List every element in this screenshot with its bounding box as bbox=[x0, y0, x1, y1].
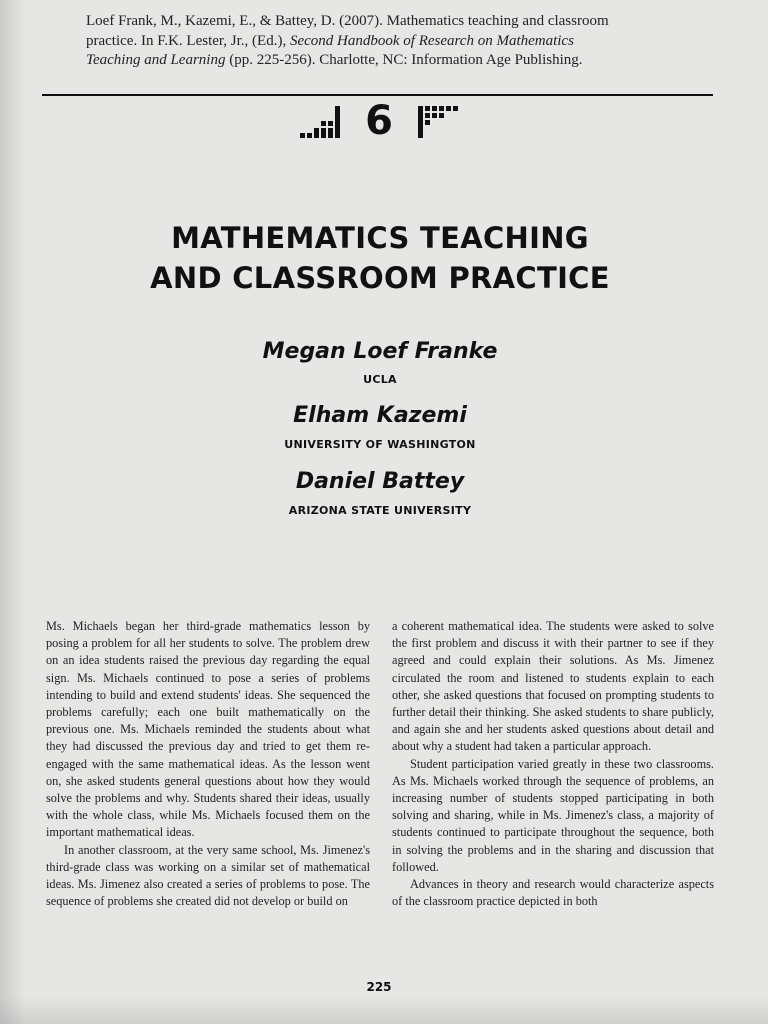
paragraph: Ms. Michaels began her third-grade mathematics lesson by posing a problem for all her students to solve. The problem drew on an idea students raised the previous day regarding the equal sign. Ms. Michaels continued to pose a series of problems intending to build and extend students' ideas. She sequenced the problems carefully; each one built mathematically on the previous one. Ms. Michaels reminded the students about what they had discussed the previous day and tried to get them re-engaged with the same mathematical ideas. As the lesson went on, she asked students general questions about how they would solve the problems and why. Students shared their ideas, usually with the whole class, while Ms. Michaels focused them on the important mathematical ideas. bbox=[46, 619, 370, 840]
chapter-number: 6 bbox=[365, 98, 393, 144]
chapter-title bbox=[60, 218, 700, 298]
paragraph: a coherent mathematical idea. The students were asked to solve the first problem and discuss it with their partner to see if they agreed and could explain their solutions. As Ms. Jimenez circulated the room and listened to students explain to each other, she asked questions that focused on prompting students to further detail their thinking. She asked students to share publicly, and again she and her students asked questions about detail and about why a student had taken a particular approach. bbox=[392, 619, 714, 754]
author-name-2: Elham Kazemi bbox=[293, 403, 467, 428]
citation-book-title-1: Second Handbook of Research on Mathematics bbox=[289, 32, 574, 49]
scan-bottom-shadow bbox=[0, 996, 768, 1024]
citation-book-title-2: Teaching and Learning bbox=[86, 52, 226, 68]
scan-edge-shadow bbox=[0, 0, 26, 1024]
author-name-1: Megan Loef Franke bbox=[262, 339, 498, 364]
left-dot-pattern bbox=[300, 106, 340, 138]
citation-line-3 bbox=[86, 51, 696, 71]
author-affiliation-3: ARIZONA STATE UNIVERSITY bbox=[288, 504, 472, 517]
author-affiliation-1: UCLA bbox=[363, 373, 397, 386]
paragraph: Advances in theory and research would characterize aspects of the classroom practice depicted in both bbox=[392, 877, 714, 909]
citation bbox=[86, 12, 696, 71]
citation-line-2 bbox=[86, 32, 696, 52]
author-name-3: Daniel Battey bbox=[295, 469, 465, 494]
paragraph: In another classroom, at the very same school, Ms. Jimenez's third-grade class was working on a similar set of mathematical ideas. Ms. Jimenez also created a series of problems to pose. The sequence of problems she created did not develop or build on bbox=[46, 842, 370, 909]
page-number: 225 bbox=[366, 980, 392, 994]
citation-line-2-prefix: practice. In F.K. Lester, Jr., (Ed.), bbox=[86, 32, 290, 49]
author-affiliation-2: UNIVERSITY OF WASHINGTON bbox=[284, 438, 476, 451]
chapter-title-line-2: AND CLASSROOM PRACTICE bbox=[150, 261, 610, 295]
body-column-right bbox=[392, 618, 714, 910]
citation-line-3-suffix: (pp. 225-256). Charlotte, NC: Information Age Publishing. bbox=[225, 52, 583, 68]
paragraph: Student participation varied greatly in these two classrooms. As Ms. Michaels worked through the sequence of problems, an increasing number of students stopped participating in both solving and sharing, while in Ms. Jimenez's class, a majority of students continued to participate throughout the sequence, both in solving the problems and in the sharing and discussion that followed. bbox=[392, 756, 714, 874]
chapter-title-line-1: MATHEMATICS TEACHING bbox=[171, 221, 589, 255]
right-dot-pattern bbox=[418, 106, 458, 138]
body-column-left bbox=[46, 618, 370, 910]
citation-line-1: Loef Frank, M., Kazemi, E., & Battey, D. (2007). Mathematics teaching and classroom bbox=[86, 13, 609, 29]
